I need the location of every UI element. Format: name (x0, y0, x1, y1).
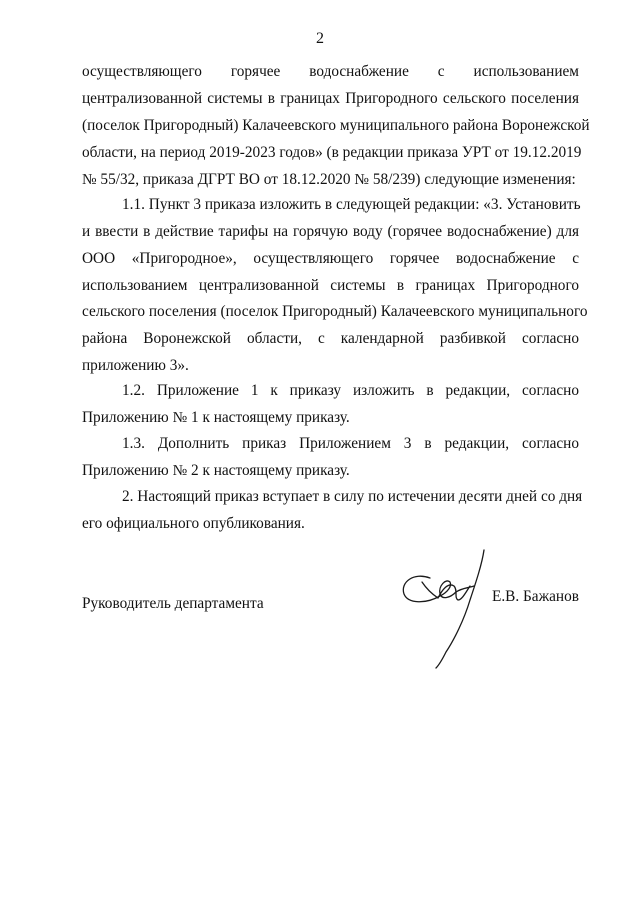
paragraph-1-line-2: централизованной системы в границах Пригородного сельского поселения (82, 90, 579, 107)
paragraph-4-line-1: 1.3. Дополнить приказ Приложением 3 в редакции, согласно (122, 435, 579, 452)
paragraph-4-line-2: Приложению № 2 к настоящему приказу. (82, 462, 350, 479)
signatory-title: Руководитель департамента (82, 595, 264, 612)
handwritten-signature (392, 542, 502, 672)
paragraph-2-line-5: сельского поселения (поселок Пригородный) Калачеевского муниципального (82, 303, 588, 320)
paragraph-2-line-2: и ввести в действие тарифы на горячую воду (горячее водоснабжение) для (82, 223, 579, 240)
page-number: 2 (316, 30, 324, 47)
paragraph-1-line-1: осуществляющего горячее водоснабжение с использованием (82, 63, 579, 80)
paragraph-1-line-4: области, на период 2019-2023 годов» (в редакции приказа УРТ от 19.12.2019 (82, 144, 582, 161)
paragraph-1-line-5: № 55/32, приказа ДГРТ ВО от 18.12.2020 № 58/239) следующие изменения: (82, 171, 576, 188)
paragraph-3-line-2: Приложению № 1 к настоящему приказу. (82, 409, 350, 426)
paragraph-2-line-1: 1.1. Пункт 3 приказа изложить в следующей редакции: «3. Установить (122, 196, 581, 213)
paragraph-2-line-7: приложению 3». (82, 357, 189, 374)
paragraph-1-line-3: (поселок Пригородный) Калачеевского муниципального района Воронежской (82, 117, 590, 134)
paragraph-2-line-6: района Воронежской области, с календарной разбивкой согласно (82, 330, 579, 347)
signatory-name: Е.В. Бажанов (491, 588, 579, 605)
paragraph-2-line-3: ООО «Пригородное», осуществляющего горячее водоснабжение с (82, 250, 579, 267)
paragraph-3-line-1: 1.2. Приложение 1 к приказу изложить в редакции, согласно (122, 382, 579, 399)
paragraph-2-line-4: использованием централизованной системы в границах Пригородного (82, 277, 579, 294)
paragraph-5-line-2: его официального опубликования. (82, 515, 305, 532)
paragraph-5-line-1: 2. Настоящий приказ вступает в силу по истечении десяти дней со дня (122, 488, 583, 505)
